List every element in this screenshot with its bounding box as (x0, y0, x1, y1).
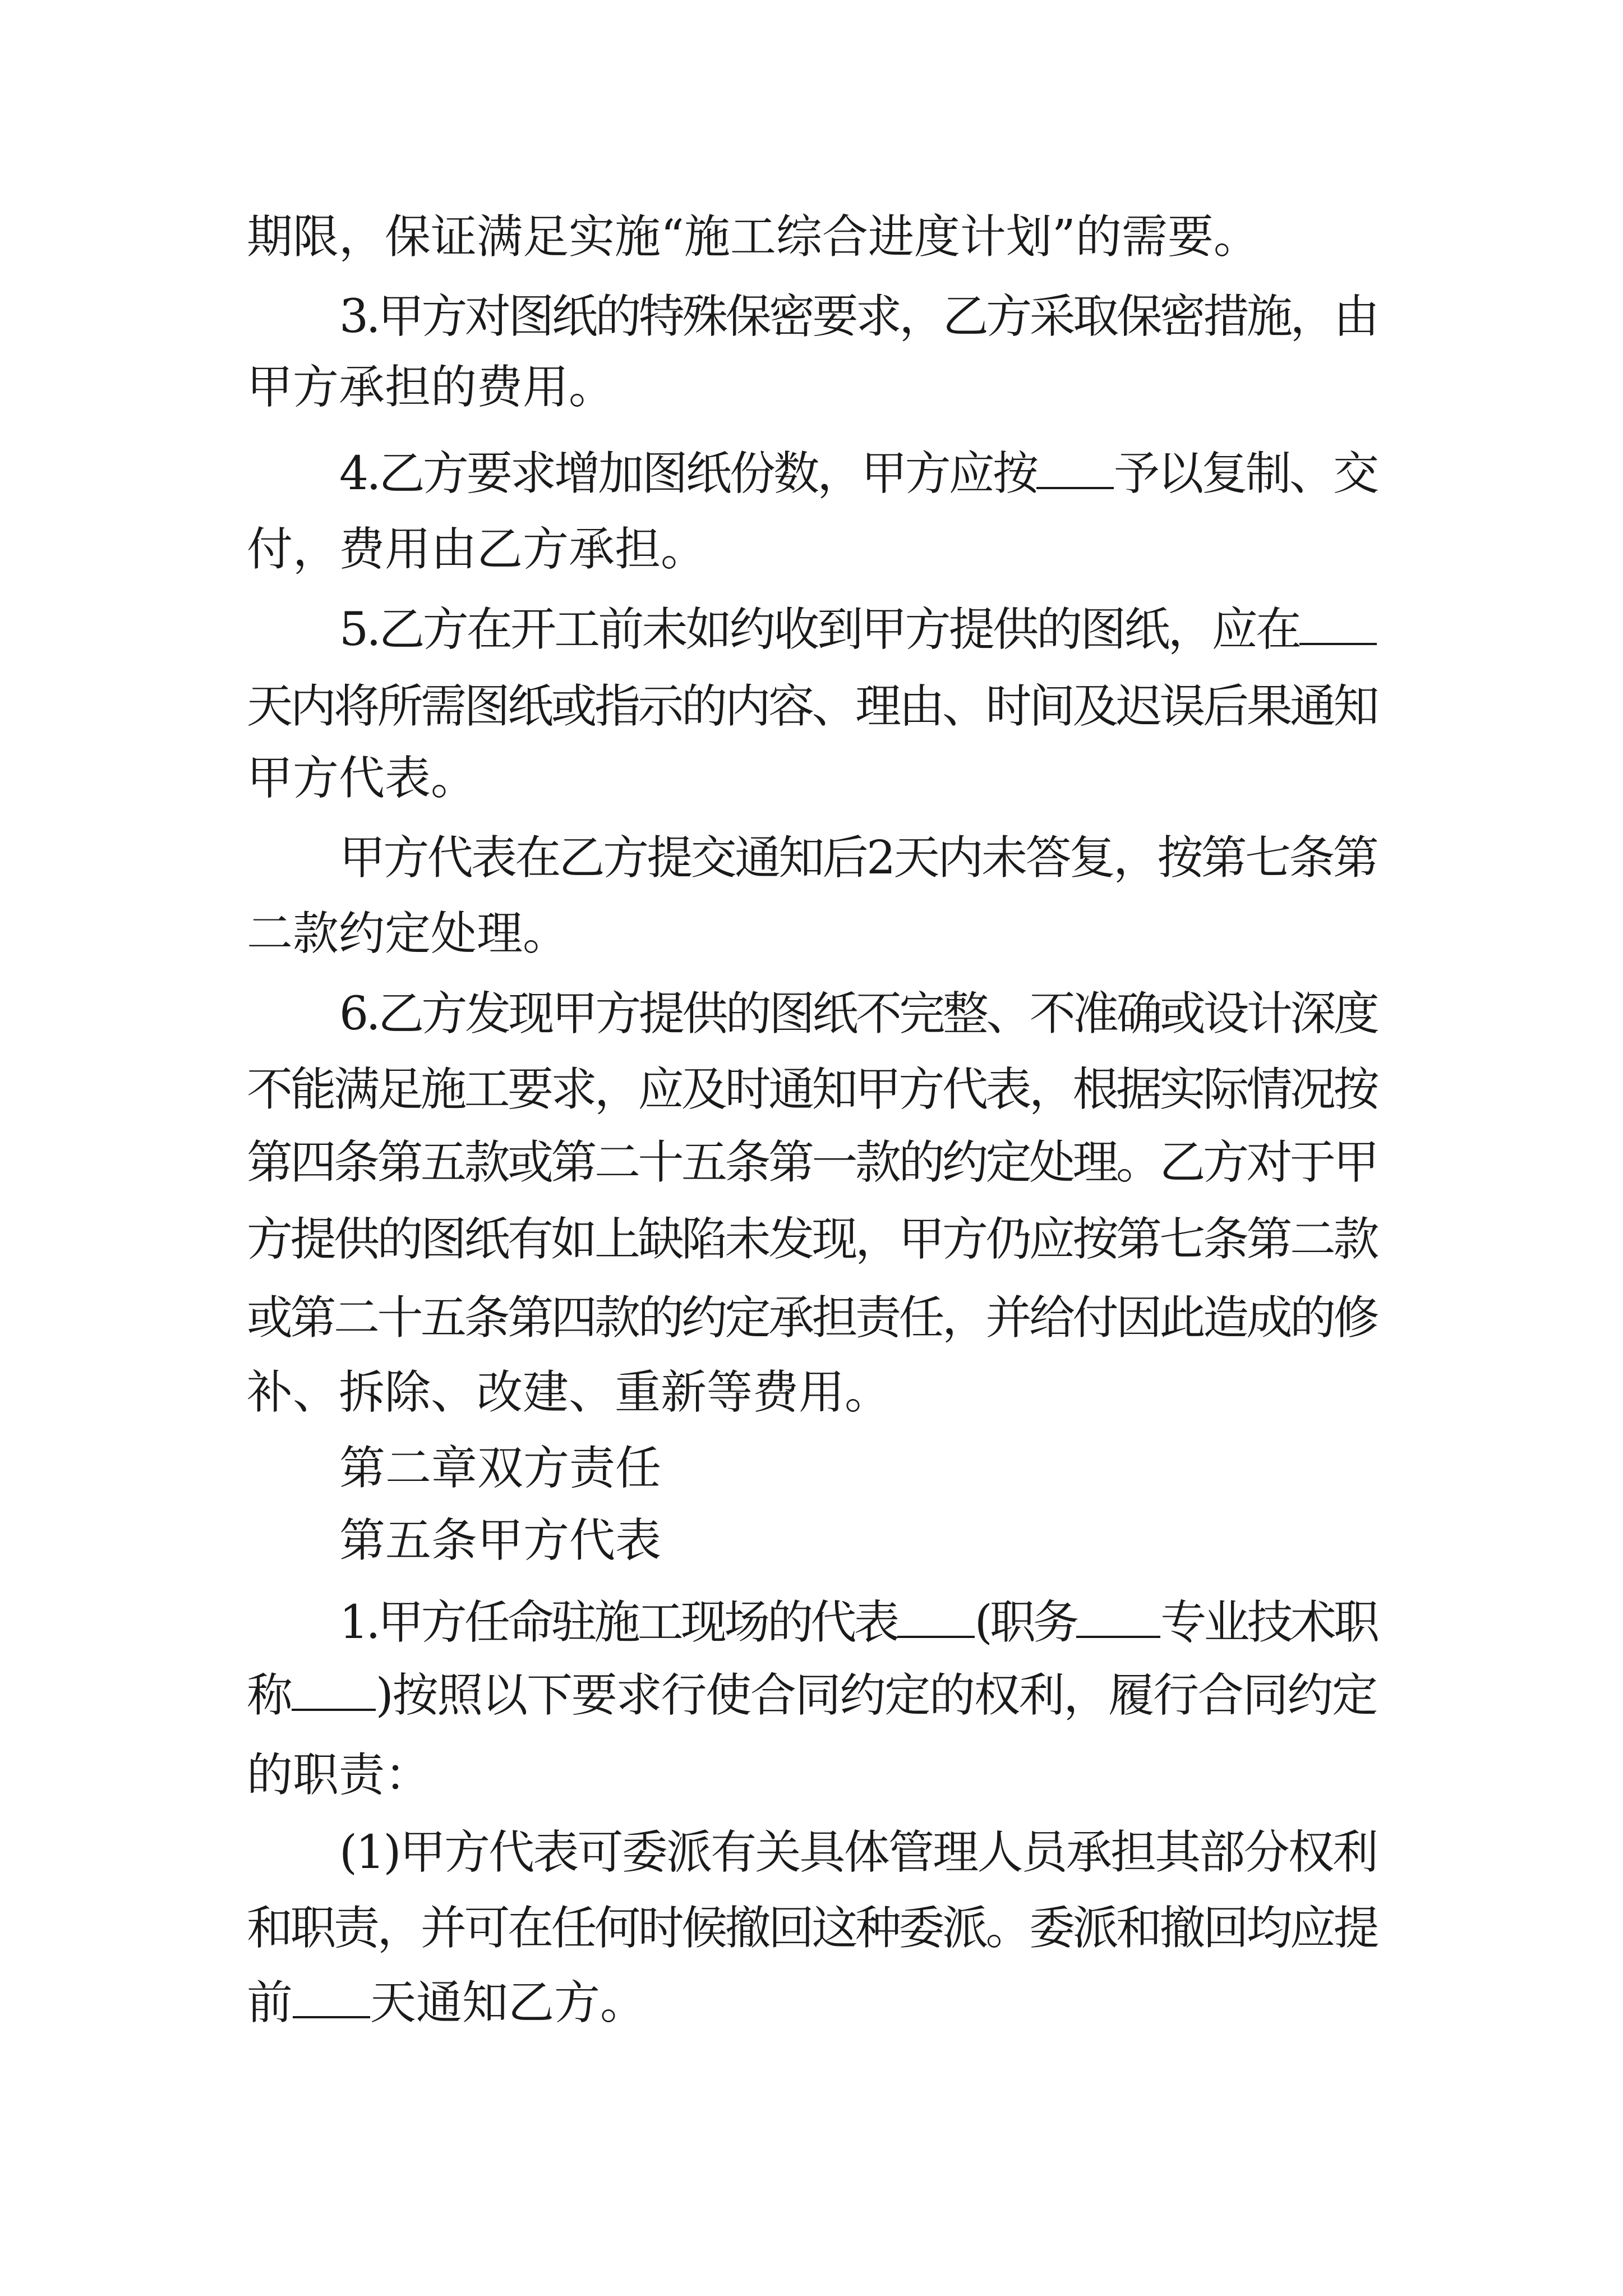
fill-in-blank (897, 1596, 975, 1638)
text-line (339, 286, 1377, 348)
text-span: 二款约定处理。 (247, 907, 569, 960)
text-line (339, 443, 1377, 505)
text-line (247, 1898, 1377, 1959)
text-span: 1.甲方任命驻施工现场的代表 (339, 1596, 897, 1649)
text-line (247, 676, 1377, 738)
text-line (247, 1059, 1377, 1121)
text-span: 3.甲方对图纸的特殊保密要求，乙方采取保密措施，由 (339, 290, 1377, 343)
text-line (247, 1209, 1377, 1271)
text-line (247, 206, 1260, 268)
text-span: 方提供的图纸有如上缺陷未发现，甲方仍应按第七条第二款 (247, 1213, 1377, 1266)
text-line (339, 1822, 1377, 1884)
article-heading (339, 1510, 661, 1572)
text-span: 前 (247, 1976, 293, 2030)
text-span: 天内将所需图纸或指示的内容、理由、时间及迟误后果通知 (247, 680, 1377, 733)
text-span: )按照以下要求行使合同约定的权利，履行合同约定 (375, 1669, 1377, 1722)
text-line (247, 903, 569, 965)
text-span: 的职责： (247, 1749, 431, 1802)
text-line (339, 599, 1377, 661)
text-line (247, 1665, 1377, 1727)
text-span: 6.乙方发现甲方提供的图纸不完整、不准确或设计深度 (339, 987, 1377, 1041)
text-line (247, 519, 707, 581)
text-span: 甲方代表在乙方提交通知后2天内未答复，按第七条第 (339, 831, 1377, 885)
text-line (247, 357, 615, 418)
fill-in-blank (293, 1977, 370, 2018)
fill-in-blank (1299, 604, 1377, 645)
text-span: 付，费用由乙方承担。 (247, 523, 707, 576)
text-line (247, 1132, 1377, 1194)
fill-in-blank (292, 1669, 376, 1711)
text-span: 和职责，并可在任何时候撤回这种委派。委派和撤回均应提 (247, 1902, 1377, 1955)
text-span: (1)甲方代表可委派有关具体管理人员承担其部分权利 (339, 1826, 1377, 1879)
text-span: 第四条第五款或第二十五条第一款的约定处理。乙方对于甲 (247, 1136, 1377, 1189)
text-span: 4.乙方要求增加图纸份数，甲方应按 (339, 447, 1037, 500)
text-line (247, 748, 477, 809)
chapter-heading (339, 1438, 661, 1499)
text-line (339, 827, 1377, 889)
text-line (247, 1362, 891, 1424)
text-span: (职务 (974, 1596, 1077, 1649)
text-span: 予以复制、交 (1114, 447, 1377, 500)
text-span: 天通知乙方。 (370, 1976, 647, 2030)
text-span: 第二章双方责任 (339, 1442, 662, 1495)
text-span: 专业技术职 (1160, 1596, 1377, 1649)
text-line (247, 1972, 646, 2034)
text-line (339, 1592, 1377, 1654)
text-span: 期限，保证满足实施“施工综合进度计划”的需要。 (247, 210, 1260, 264)
text-span: 或第二十五条第四款的约定承担责任，并给付因此造成的修 (247, 1291, 1377, 1345)
text-span: 第五条甲方代表 (339, 1514, 662, 1567)
text-span: 5.乙方在开工前未如约收到甲方提供的图纸，应在 (339, 603, 1300, 656)
fill-in-blank (1036, 448, 1114, 489)
text-span: 甲方代表。 (247, 752, 477, 805)
text-line (247, 1287, 1377, 1349)
text-line (339, 983, 1377, 1045)
text-span: 补、拆除、改建、重新等费用。 (247, 1366, 891, 1419)
text-span: 不能满足施工要求，应及时通知甲方代表，根据实际情况按 (247, 1063, 1377, 1116)
text-line (247, 1745, 431, 1806)
text-span: 称 (247, 1669, 292, 1722)
text-span: 甲方承担的费用。 (247, 361, 615, 414)
fill-in-blank (1076, 1596, 1160, 1638)
